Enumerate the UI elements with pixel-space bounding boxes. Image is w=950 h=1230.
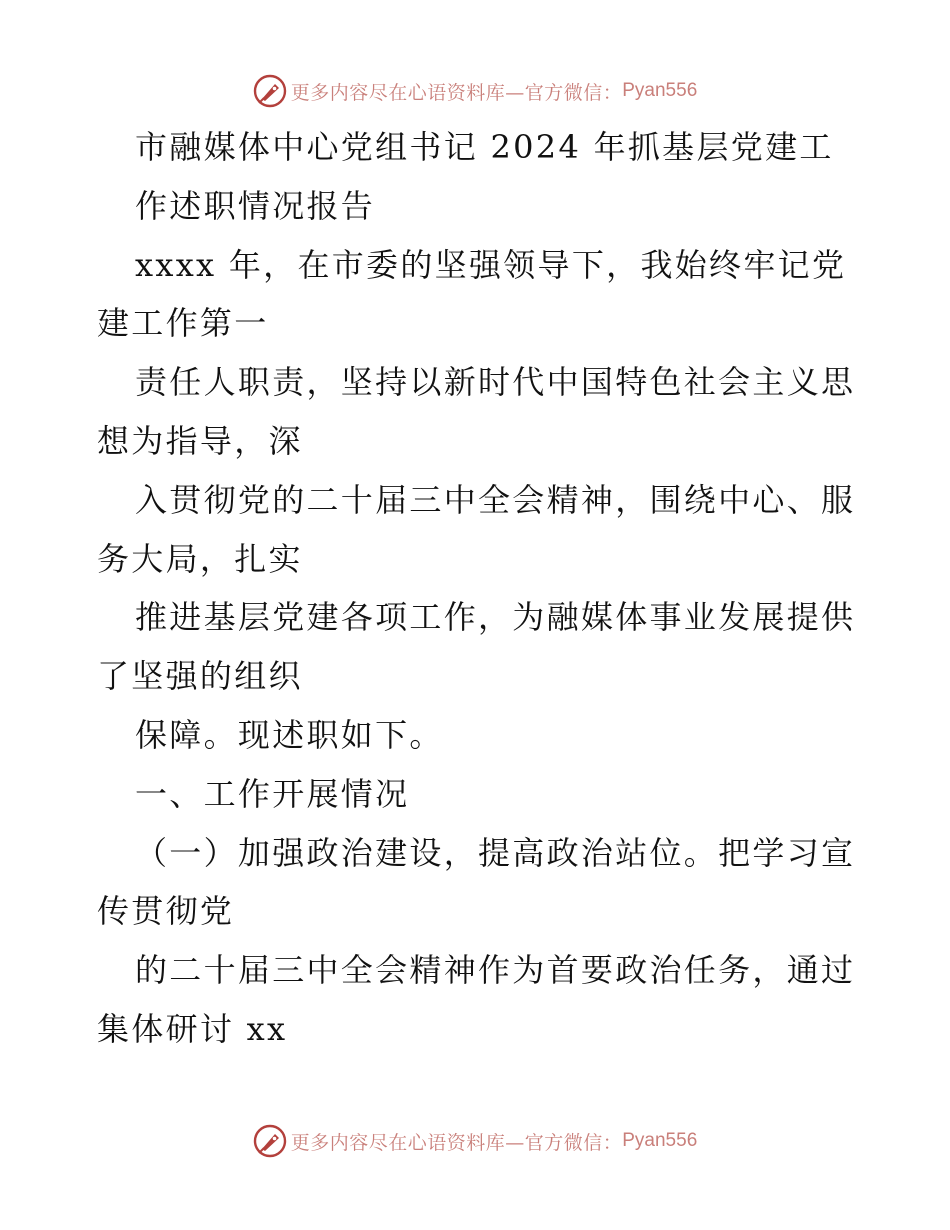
title-line-2: 作述职情况报告	[135, 186, 376, 225]
section-heading: 一、工作开展情况	[135, 774, 410, 813]
paragraph-line: 建工作第一	[97, 304, 269, 343]
footer-watermark	[0, 1121, 950, 1161]
paragraph-line: 保障。现述职如下。	[135, 715, 444, 754]
watermark-text: 更多内容尽在心语资料库—官方微信：	[290, 1131, 623, 1154]
watermark-text: 更多内容尽在心语资料库—官方微信：	[290, 81, 623, 104]
paragraph-line: 责任人职责，坚持以新时代中国特色社会主义思	[135, 363, 856, 402]
paragraph-line: 集体研讨 xx	[97, 1009, 288, 1048]
paragraph-line: 推进基层党建各项工作，为融媒体事业发展提供	[135, 598, 856, 637]
document-body	[97, 118, 857, 1059]
title-line-1: 市融媒体中心党组书记 2024 年抓基层党建工	[135, 128, 834, 166]
paragraph-line: 务大局，扎实	[97, 539, 303, 578]
watermark-account: Pyan556	[622, 80, 698, 101]
paragraph-line: xxxx 年，在市委的坚强领导下，我始终牢记党	[135, 245, 847, 284]
pen-nib-icon	[253, 74, 287, 108]
paragraph-line: 入贯彻党的二十届三中全会精神，围绕中心、服	[135, 480, 856, 519]
paragraph-line: 想为指导，深	[97, 421, 303, 460]
paragraph-line: 传贯彻党	[97, 892, 235, 931]
watermark-account: Pyan556	[622, 1130, 698, 1151]
header-watermark	[0, 71, 950, 111]
paragraph-line: 了坚强的组织	[97, 657, 303, 696]
pen-nib-icon	[253, 1124, 287, 1158]
subsection-heading-line: （一）加强政治建设，提高政治站位。把学习宣	[135, 833, 856, 872]
paragraph-line: 的二十届三中全会精神作为首要政治任务，通过	[135, 951, 856, 990]
